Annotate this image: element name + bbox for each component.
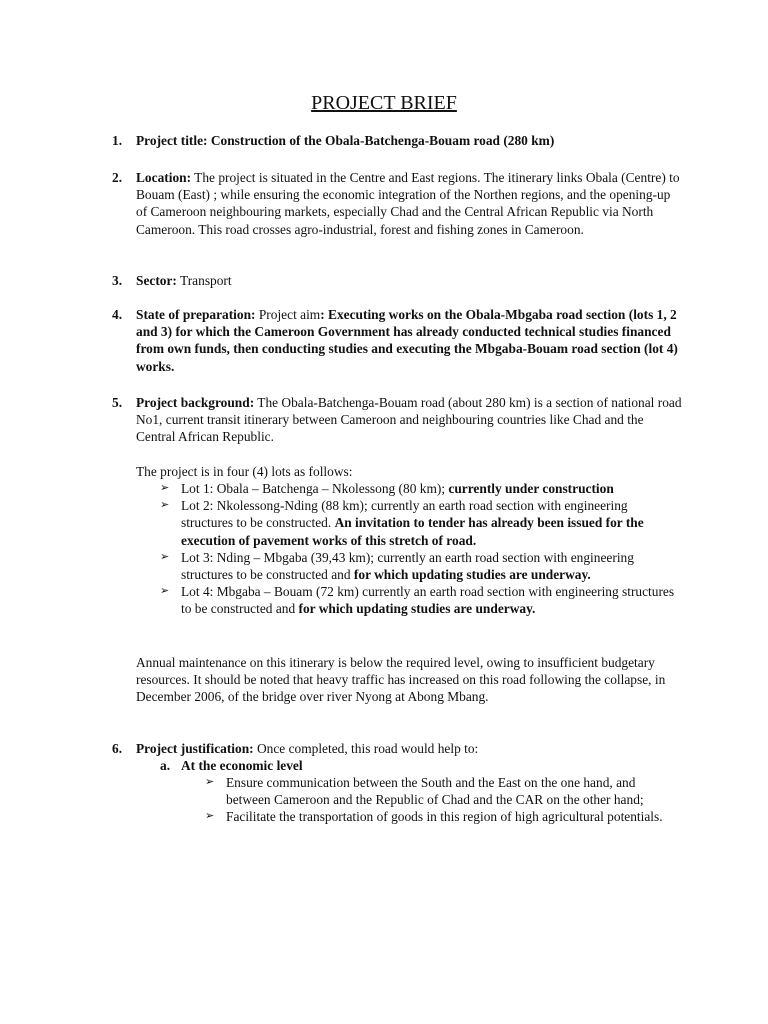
item-number: 4. [112,307,123,322]
list-item [205,808,677,825]
lot-text: Lot 4: Mbgaba – Bouam (72 km) currently an earth road section with engineering structures to be constructed and [181,584,675,617]
lot-bold-text: An invitation to tender has already been issued for the execution of pavement works of this stretch of road. [181,515,644,548]
item-number: 3. [112,273,123,288]
list-item [205,774,677,808]
lot-text: Lot 1: Obala – Batchenga – Nkolessong (80 km); [181,481,449,496]
item-number: 5. [112,395,123,410]
item-number: 1. [112,133,123,148]
item-text: Once completed, this road would help to: [253,741,479,756]
item-label: Project background: [136,395,255,410]
arrow-bullet-icon: ➢ [205,776,215,788]
item-location [112,169,682,238]
item-label: Project justification: [136,741,254,756]
item-text: Transport [176,273,232,288]
arrow-bullet-icon: ➢ [205,810,215,823]
arrow-bullet-icon: ➢ [160,550,170,563]
arrow-bullet-icon: ➢ [160,499,170,512]
item-bold-text: : Executing works on the Obala-Mbgaba road section (lots 1, 2 and 3) for which the Cameroon Government has already conducted technical studies financed from own funds, then conducting studies and executing the Mbgaba-Bouam road section (lot 4) works. [136,307,678,374]
lot-bold-text: for which updating studies are underway. [298,601,536,617]
item-project-title [112,132,682,149]
item-number: 2. [112,170,123,185]
list-item [160,549,682,583]
sub-letter: a. [160,758,171,773]
item-project-justification [112,740,682,757]
justification-list [205,774,677,826]
arrow-bullet-icon: ➢ [160,482,170,494]
lot-bold-text: currently under construction [448,481,614,496]
item-text: Project aim [255,307,321,322]
lots-list [160,480,682,618]
item-label: State of preparation: [136,307,256,322]
item-label: Sector: [136,273,177,288]
item-text: The project is situated in the Centre and East regions. The itinerary links Obala (Centre) to Bouam (East) ; while ensuring the economic integration of the Northen regions, and the opening-up of Cameroon neighbouring markets, especially Chad and the Central African Republic via North Cameroon. This road crosses agro-industrial, forest and fishing zones in Cameroon. [136,170,680,237]
list-item [160,497,682,549]
item-label: Project title: Construction of the Obala-Batchenga-Bouam road (280 km) [136,133,555,148]
page-title: PROJECT BRIEF [311,92,457,114]
arrow-bullet-icon: ➢ [160,585,170,598]
item-project-background [112,394,682,446]
item-sector [112,272,682,289]
sub-heading-economic [160,757,660,774]
list-item [160,583,682,617]
item-number: 6. [112,741,123,756]
item-state-of-preparation [112,306,682,375]
lot-bold-text: for which updating studies are underway. [353,567,591,583]
maintenance-paragraph: Annual maintenance on this itinerary is below the required level, owing to insufficient budgetary resources. It should be noted that heavy traffic has increased on this road following the collapse, in December 2006, of the bridge over river Nyong at Abong Mbang. [136,655,666,705]
lots-intro: The project is in four (4) lots as follows: [136,464,353,479]
lot-text: Lot 3: Nding – Mbgaba (39,43 km); currently an earth road section with engineering structures to be constructed and [181,549,634,583]
lot-text: Lot 2: Nkolessong-Nding (88 km); currently an earth road section with engineering structures to be constructed. [181,498,628,531]
bullet-text: Ensure communication between the South and the East on the one hand, and between Cameroon and the Republic of Chad and the CAR on the other hand; [226,775,644,808]
list-item [160,480,682,497]
sub-label: At the economic level [181,758,303,773]
item-text: The Obala-Batchenga-Bouam road (about 280 km) is a section of national road No1, current transit itinerary between Cameroon and neighbouring countries like Chad and the Central African Republic. [136,395,682,445]
bullet-text: Facilitate the transportation of goods in this region of high agricultural potentials. [226,809,663,825]
item-label: Location: [136,170,192,185]
